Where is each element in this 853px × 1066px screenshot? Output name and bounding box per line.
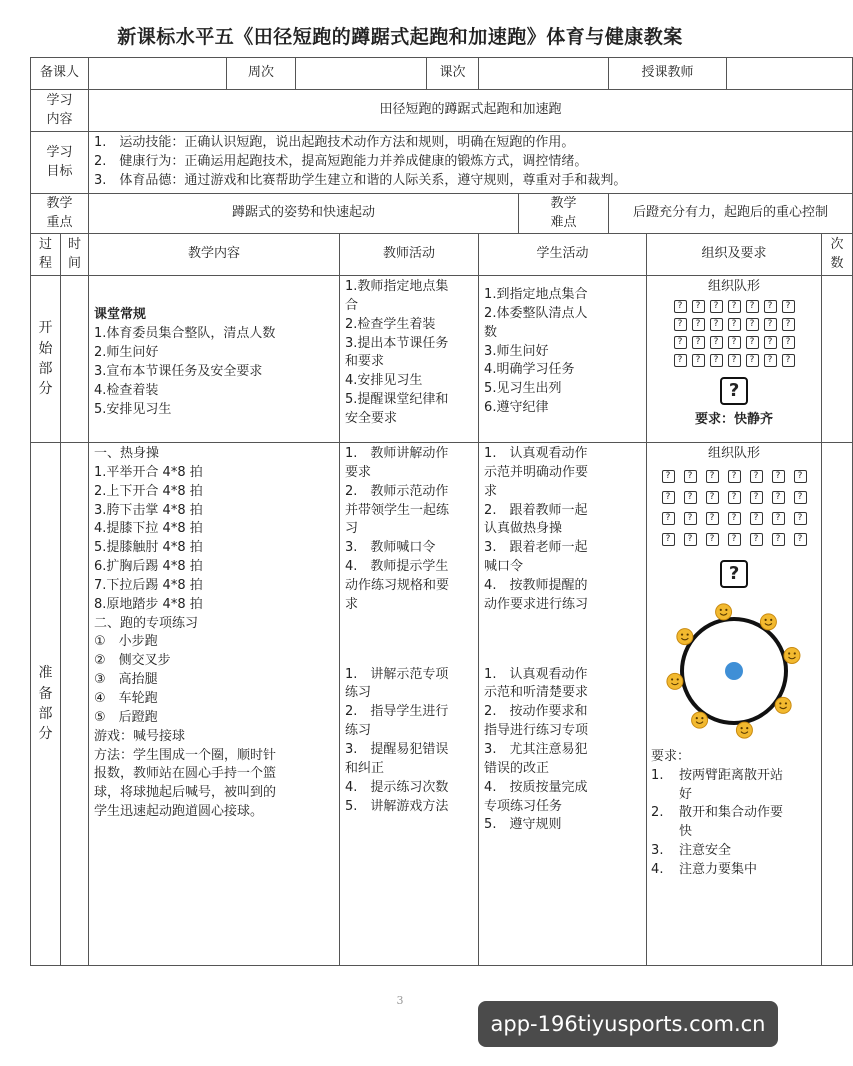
column-header-row <box>31 234 853 276</box>
prep-times-cell <box>822 443 853 966</box>
week-field[interactable] <box>296 58 427 90</box>
start-content-item: 4.检查着装 <box>94 382 159 398</box>
req-item: 4. 注意力要集中 <box>651 861 758 877</box>
start-section-row <box>31 276 853 443</box>
student-marker-icon: ? <box>782 318 795 331</box>
prep-teacher-activity: 1. 教师讲解动作 要求 2. 教师示范动作 并带领学生一起练 习 3. 教师喊口令 4. 教师提示学生 动作练习规格和要 求 1. 讲解示范专项 练习 2. 指导学生进行 练习 3. 提醒易犯错误 和纠正 4. 提示练习次数 5. 讲解游戏方法 <box>340 443 479 966</box>
student-marker-icon: ? <box>746 300 759 313</box>
prep-content: 一、热身操 1.平举开合 4*8 拍 2.上下开合 4*8 拍 3.胯下击掌 4*8 拍 4.提膝下拉 4*8 拍 5.提膝触肘 4*8 拍 6.扩胸后踢 4*8 拍 7.下拉后踢 4*8 拍 8.原地踏步 4*8 拍 二、跑的专项练习 ① 小步跑 ② 侧交叉步 ③ 高抬腿 ④ 车轮跑 ⑤ 后蹬跑 游戏：喊号接球 方法：学生围成一个圈，顺时针 报数，教师站在圆心手持一个篮 球，将球抛起后喊号，被叫到的 学生迅速起动跑道圆心接球。 <box>89 443 340 966</box>
prep-org-title: 组织队形 <box>708 446 761 461</box>
student-marker-icon: ? <box>728 318 741 331</box>
student-marker-icon: ? <box>662 533 675 546</box>
start-content-item: 5.安排见习生 <box>94 401 172 417</box>
smiley-icon <box>716 604 732 620</box>
teacher-field[interactable] <box>89 58 227 90</box>
start-time-cell <box>61 276 89 443</box>
student-marker-icon: ? <box>684 533 697 546</box>
student-marker-icon: ? <box>764 336 777 349</box>
student-marker-icon: ? <box>750 533 763 546</box>
objectives-row <box>31 132 853 194</box>
student-marker-icon: ? <box>710 336 723 349</box>
student-marker-icon: ? <box>728 300 741 313</box>
start-org-title: 组织队形 <box>708 279 761 294</box>
lesson-plan-table <box>30 57 853 966</box>
col-org: 组织及要求 <box>647 234 822 276</box>
student-marker-icon: ? <box>692 354 705 367</box>
start-student-activity: 1.到指定地点集合 2.体委整队清点人 数 3.师生问好 4.明确学习任务 5.见习生出列 6.遵守纪律 <box>479 276 647 443</box>
student-marker-icon: ? <box>728 470 741 483</box>
start-content-item: 3.宣布本节课任务及安全要求 <box>94 364 263 379</box>
student-marker-icon: ? <box>710 354 723 367</box>
student-marker-icon: ? <box>662 512 675 525</box>
col-student: 学生活动 <box>479 234 647 276</box>
student-marker-icon: ? <box>794 512 807 525</box>
req-item: 好 <box>679 786 693 802</box>
basketball-icon <box>725 662 743 680</box>
prep-req-list <box>651 767 817 880</box>
student-marker-icon: ? <box>750 491 763 504</box>
student-marker-icon: ? <box>746 318 759 331</box>
objective-item: 2. 健康行为：正确运用起跑技术，提高短跑能力并养成健康的锻炼方式，调控情绪。 <box>94 154 588 170</box>
prep-organization <box>647 443 822 966</box>
student-marker-icon: ? <box>750 470 763 483</box>
col-times: 次 数 <box>822 234 853 276</box>
student-marker-icon: ? <box>684 491 697 504</box>
content-row <box>31 90 853 132</box>
difficulty-label: 教学 难点 <box>519 194 609 234</box>
content-value: 田径短跑的蹲踞式起跑和加速跑 <box>89 90 853 132</box>
student-marker-icon: ? <box>692 318 705 331</box>
req-item: 3. 注意安全 <box>651 843 732 859</box>
game-circle-diagram <box>659 596 809 746</box>
header-row <box>31 58 853 90</box>
student-marker-icon: ? <box>674 354 687 367</box>
start-phase-label: 开 始 部 分 <box>31 276 61 443</box>
instructor-label: 授课教师 <box>609 58 727 90</box>
student-formation-grid <box>647 300 821 367</box>
student-marker-icon: ? <box>692 300 705 313</box>
req-item: 2. 散开和集合动作要 <box>651 805 784 821</box>
student-marker-icon: ? <box>750 512 763 525</box>
smiley-icon <box>667 673 683 689</box>
key-point-label: 教学 重点 <box>31 194 89 234</box>
lesson-field[interactable] <box>479 58 609 90</box>
req-item: 1. 按两臂距离散开站 <box>651 767 784 783</box>
col-time: 时 间 <box>61 234 89 276</box>
prep-section-row <box>31 443 853 966</box>
col-content: 教学内容 <box>89 234 340 276</box>
smiley-icon <box>677 628 693 644</box>
spacer <box>345 615 473 666</box>
teacher-marker-icon: ? <box>720 377 748 405</box>
student-marker-icon: ? <box>772 491 785 504</box>
start-teacher-activity: 1.教师指定地点集 合 2.检查学生着装 3.提出本节课任务 和要求 4.安排见习生 5.提醒课堂纪律和 安全要求 <box>340 276 479 443</box>
student-marker-icon: ? <box>674 318 687 331</box>
instructor-field[interactable] <box>727 58 853 90</box>
student-marker-icon: ? <box>662 470 675 483</box>
smiley-icon <box>692 712 708 728</box>
start-org-requirement: 要求：快静齐 <box>695 411 774 427</box>
prep-req-heading: 要求： <box>651 748 691 764</box>
prep-time-cell <box>61 443 89 966</box>
start-content-item: 2.师生问好 <box>94 345 159 361</box>
student-marker-icon: ? <box>728 512 741 525</box>
student-marker-icon: ? <box>728 533 741 546</box>
key-point-value: 蹲踞式的姿势和快速起动 <box>89 194 519 234</box>
teacher-marker-icon: ? <box>720 560 748 588</box>
student-marker-icon: ? <box>706 512 719 525</box>
content-label: 学习 内容 <box>31 90 89 132</box>
smiley-icon <box>760 614 776 630</box>
student-marker-icon: ? <box>746 354 759 367</box>
student-marker-icon: ? <box>684 470 697 483</box>
focus-row <box>31 194 853 234</box>
student-marker-icon: ? <box>794 533 807 546</box>
objectives-label: 学习 目标 <box>31 132 89 194</box>
start-content-heading: 课堂常规 <box>94 307 147 323</box>
week-label: 周次 <box>227 58 296 90</box>
req-item: 快 <box>679 824 693 840</box>
student-marker-icon: ? <box>710 318 723 331</box>
student-marker-icon: ? <box>706 491 719 504</box>
student-marker-icon: ? <box>728 336 741 349</box>
student-marker-icon: ? <box>662 491 675 504</box>
student-marker-icon: ? <box>772 470 785 483</box>
student-marker-icon: ? <box>794 470 807 483</box>
page-title: 新课标水平五《田径短跑的蹲踞式起跑和加速跑》体育与健康教案 <box>117 26 683 48</box>
watermark-banner: app-196tiyusports.com.cn <box>478 1001 778 1047</box>
student-marker-icon: ? <box>782 300 795 313</box>
student-marker-icon: ? <box>782 354 795 367</box>
start-times-cell <box>822 276 853 443</box>
spacer <box>484 615 641 666</box>
student-marker-icon: ? <box>706 470 719 483</box>
page-number: 3 <box>396 994 404 1007</box>
student-marker-icon: ? <box>710 300 723 313</box>
student-marker-icon: ? <box>706 533 719 546</box>
start-content-item: 1.体育委员集合整队，清点人数 <box>94 326 276 342</box>
col-process: 过 程 <box>31 234 61 276</box>
objectives-list <box>89 132 853 194</box>
student-marker-icon: ? <box>674 336 687 349</box>
student-marker-icon: ? <box>764 300 777 313</box>
prep-phase-label: 准 备 部 分 <box>31 443 61 966</box>
prep-student-activity: 1. 认真观看动作 示范并明确动作要 求 2. 跟着教师一起 认真做热身操 3. 跟着老师一起 喊口令 4. 按教师提醒的 动作要求进行练习 1. 认真观看动作 示范和听清楚要求 2. 按动作要求和 指导进行练习专项 3. 尤其注意易犯 错误的改正 4. 按质按量完成 专项练习任务 5. 遵守规则 <box>479 443 647 966</box>
teacher-label: 备课人 <box>31 58 89 90</box>
student-marker-icon: ? <box>684 512 697 525</box>
student-marker-icon: ? <box>772 512 785 525</box>
warmup-formation-grid <box>651 470 817 546</box>
lesson-label: 课次 <box>427 58 479 90</box>
student-marker-icon: ? <box>692 336 705 349</box>
difficulty-value: 后蹬充分有力，起跑后的重心控制 <box>609 194 853 234</box>
student-marker-icon: ? <box>728 354 741 367</box>
start-organization <box>647 276 822 443</box>
student-marker-icon: ? <box>728 491 741 504</box>
student-marker-icon: ? <box>764 318 777 331</box>
student-marker-icon: ? <box>772 533 785 546</box>
student-marker-icon: ? <box>794 491 807 504</box>
student-marker-icon: ? <box>782 336 795 349</box>
student-marker-icon: ? <box>764 354 777 367</box>
objective-item: 1. 运动技能：正确认识短跑，说出起跑技术动作方法和规则，明确在短跑的作用。 <box>94 135 575 151</box>
smiley-icon <box>784 647 800 663</box>
start-content <box>89 276 340 443</box>
student-marker-icon: ? <box>674 300 687 313</box>
objective-item: 3. 体育品德：通过游戏和比赛帮助学生建立和谐的人际关系，遵守规则，尊重对手和裁判。 <box>94 172 627 188</box>
student-marker-icon: ? <box>746 336 759 349</box>
smiley-icon <box>775 697 791 713</box>
smiley-icon <box>736 722 752 738</box>
col-teacher: 教师活动 <box>340 234 479 276</box>
